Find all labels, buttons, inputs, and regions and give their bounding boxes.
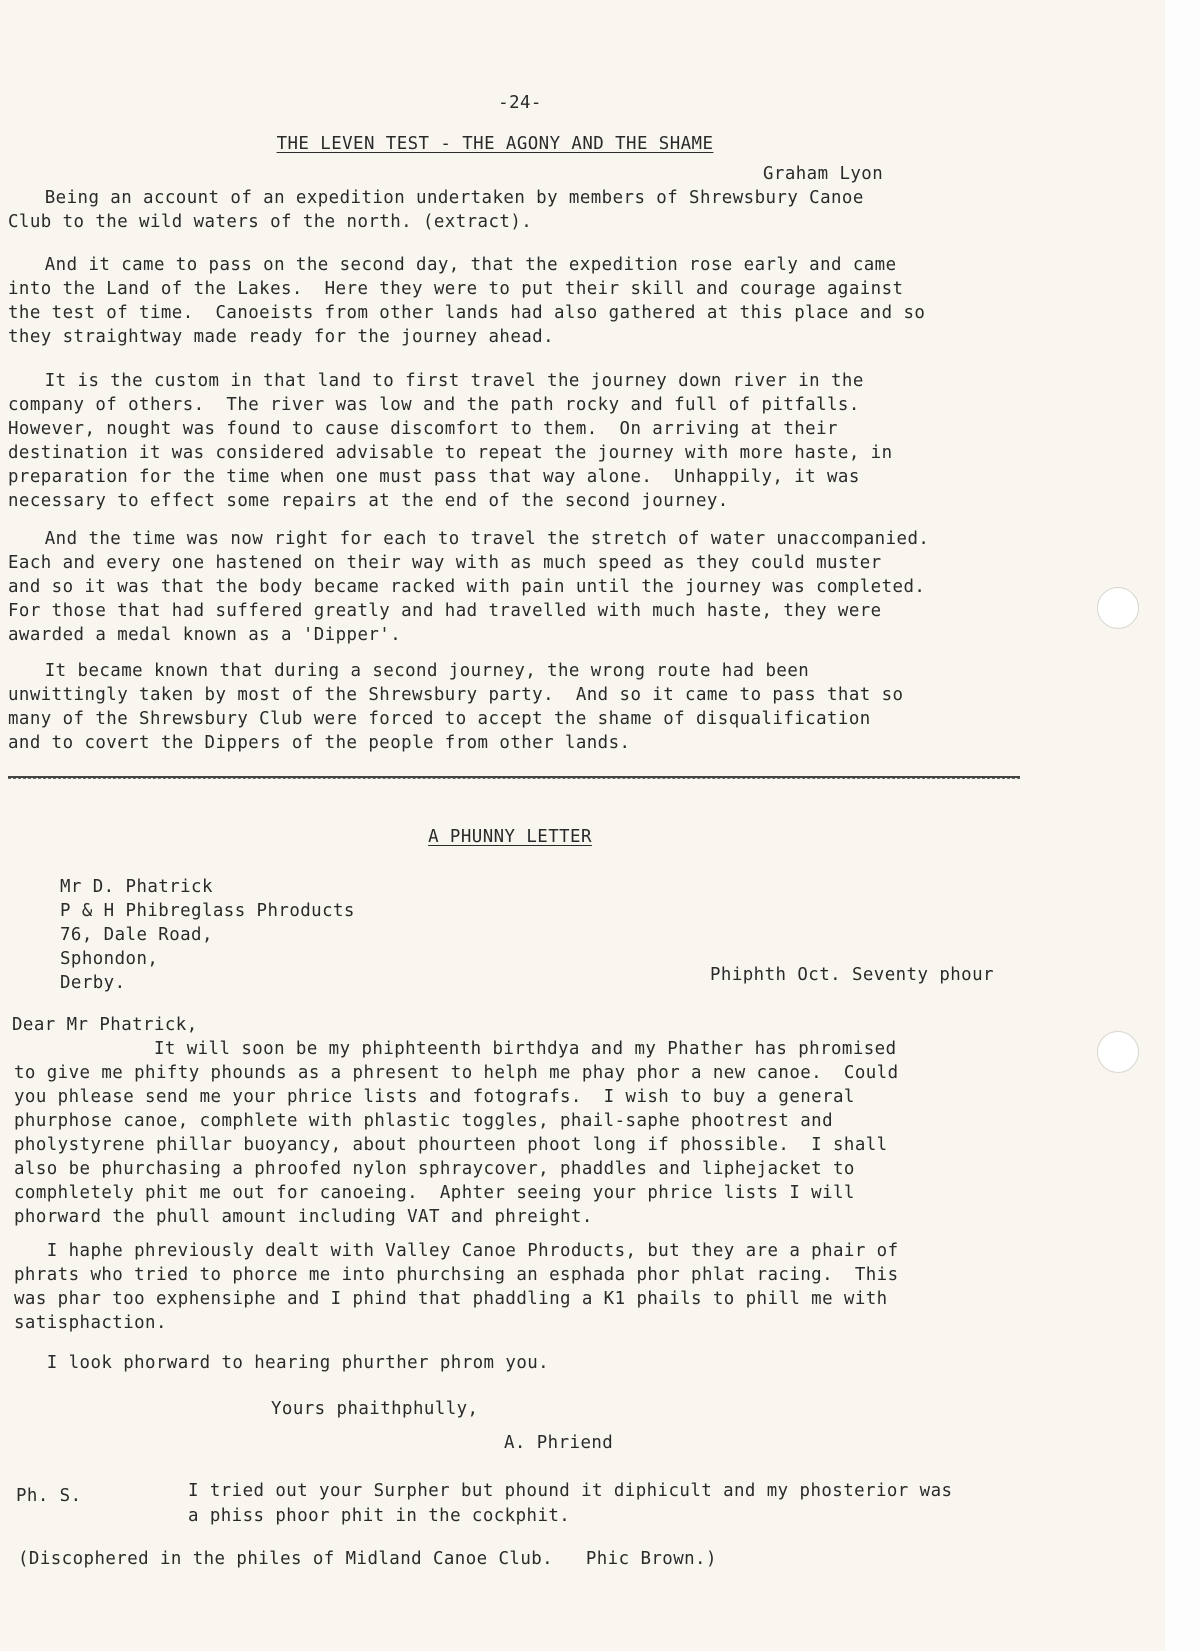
letter-line: also be phurchasing a phroofed nylon sphraycover, phaddles and liphejacket to: [14, 1159, 855, 1179]
article-line: awarded a medal known as a 'Dipper'.: [8, 625, 402, 645]
letter-line: It will soon be my phiphteenth birthdya and my Phather has phromised: [12, 1039, 897, 1059]
address-line: Sphondon,: [60, 949, 159, 969]
article-line: It is the custom in that land to first travel the journey down river in the: [12, 371, 864, 391]
article-line: Each and every one hastened on their way with as much speed as they could muster: [8, 553, 882, 573]
letter-date: Phiphth Oct. Seventy phour: [710, 965, 994, 985]
page-number: -24-: [498, 93, 542, 113]
letter-line: phorward the phull amount including VAT and phreight.: [14, 1207, 593, 1227]
letter-line: you phlease send me your phrice lists and fotografs. I wish to buy a general: [14, 1087, 855, 1107]
article-line: they straightway made ready for the journey ahead.: [8, 327, 555, 347]
letter-signature: A. Phriend: [504, 1433, 614, 1453]
article-title: THE LEVEN TEST - THE AGONY AND THE SHAME: [276, 134, 714, 154]
article-line: many of the Shrewsbury Club were forced to accept the shame of disqualification: [8, 709, 871, 729]
article-line: unwittingly taken by most of the Shrewsbury party. And so it came to pass that so: [8, 685, 904, 705]
letter-footer: (Discophered in the philes of Midland Canoe Club. Phic Brown.): [18, 1549, 717, 1569]
letter-line: pholystyrene phillar buoyancy, about phourteen phoot long if phossible. I shall: [14, 1135, 888, 1155]
letter-salutation: Dear Mr Phatrick,: [12, 1015, 198, 1035]
punch-hole: [1097, 1031, 1139, 1073]
article-line: And it came to pass on the second day, that the expedition rose early and came: [12, 255, 897, 275]
article-line: And the time was now right for each to travel the stretch of water unaccompanied.: [12, 529, 930, 549]
article-line: and to covert the Dippers of the people from other lands.: [8, 733, 631, 753]
postscript-label: Ph. S.: [16, 1486, 82, 1506]
letter-line: satisphaction.: [14, 1313, 167, 1333]
postscript-line: I tried out your Surpher but phound it diphicult and my phosterior was: [188, 1481, 953, 1501]
article-line: For those that had suffered greatly and had travelled with much haste, they were: [8, 601, 882, 621]
article-line: into the Land of the Lakes. Here they were to put their skill and courage against: [8, 279, 904, 299]
address-line: P & H Phibreglass Phroducts: [60, 901, 355, 921]
article-line: necessary to effect some repairs at the end of the second journey.: [8, 491, 729, 511]
letter-line: I look phorward to hearing phurther phrom you.: [14, 1353, 550, 1373]
article-line: It became known that during a second journey, the wrong route had been: [12, 661, 810, 681]
article-line: destination it was considered advisable to repeat the journey with more haste, in: [8, 443, 893, 463]
letter-line: phurphose canoe, comphlete with phlastic toggles, phail-saphe phootrest and: [14, 1111, 834, 1131]
article-line: Club to the wild waters of the north. (extract).: [8, 212, 533, 232]
address-line: Mr D. Phatrick: [60, 877, 213, 897]
address-line: Derby.: [60, 973, 126, 993]
letter-line: to give me phifty phounds as a phresent to helph me phay phor a new canoe. Could: [14, 1063, 899, 1083]
letter-line: phrats who tried to phorce me into phurchsing an esphada phor phlat racing. This: [14, 1265, 899, 1285]
address-line: 76, Dale Road,: [60, 925, 213, 945]
article-line: However, nought was found to cause discomfort to them. On arriving at their: [8, 419, 838, 439]
letter-line: was phar too exphensiphe and I phind that phaddling a K1 phails to phill me with: [14, 1289, 888, 1309]
article-line: company of others. The river was low and the path rocky and full of pitfalls.: [8, 395, 860, 415]
article-line: and so it was that the body became racked with pain until the journey was completed.: [8, 577, 926, 597]
punch-hole: [1097, 587, 1139, 629]
letter-line: comphletely phit me out for canoeing. Aphter seeing your phrice lists I will: [14, 1183, 855, 1203]
article-line: preparation for the time when one must pass that way alone. Unhappily, it was: [8, 467, 860, 487]
postscript-line: a phiss phoor phit in the cockphit.: [188, 1506, 571, 1526]
article-line: Being an account of an expedition undertaken by members of Shrewsbury Canoe: [12, 188, 864, 208]
letter-title: A PHUNNY LETTER: [428, 827, 592, 847]
article-line: the test of time. Canoeists from other lands had also gathered at this place and so: [8, 303, 926, 323]
letter-closing: Yours phaithphully,: [271, 1399, 479, 1419]
page-edge: [1165, 0, 1200, 1651]
article-author: Graham Lyon: [763, 164, 884, 184]
letter-line: I haphe phreviously dealt with Valley Canoe Phroducts, but they are a phair of: [14, 1241, 899, 1261]
section-divider: [8, 776, 1020, 779]
